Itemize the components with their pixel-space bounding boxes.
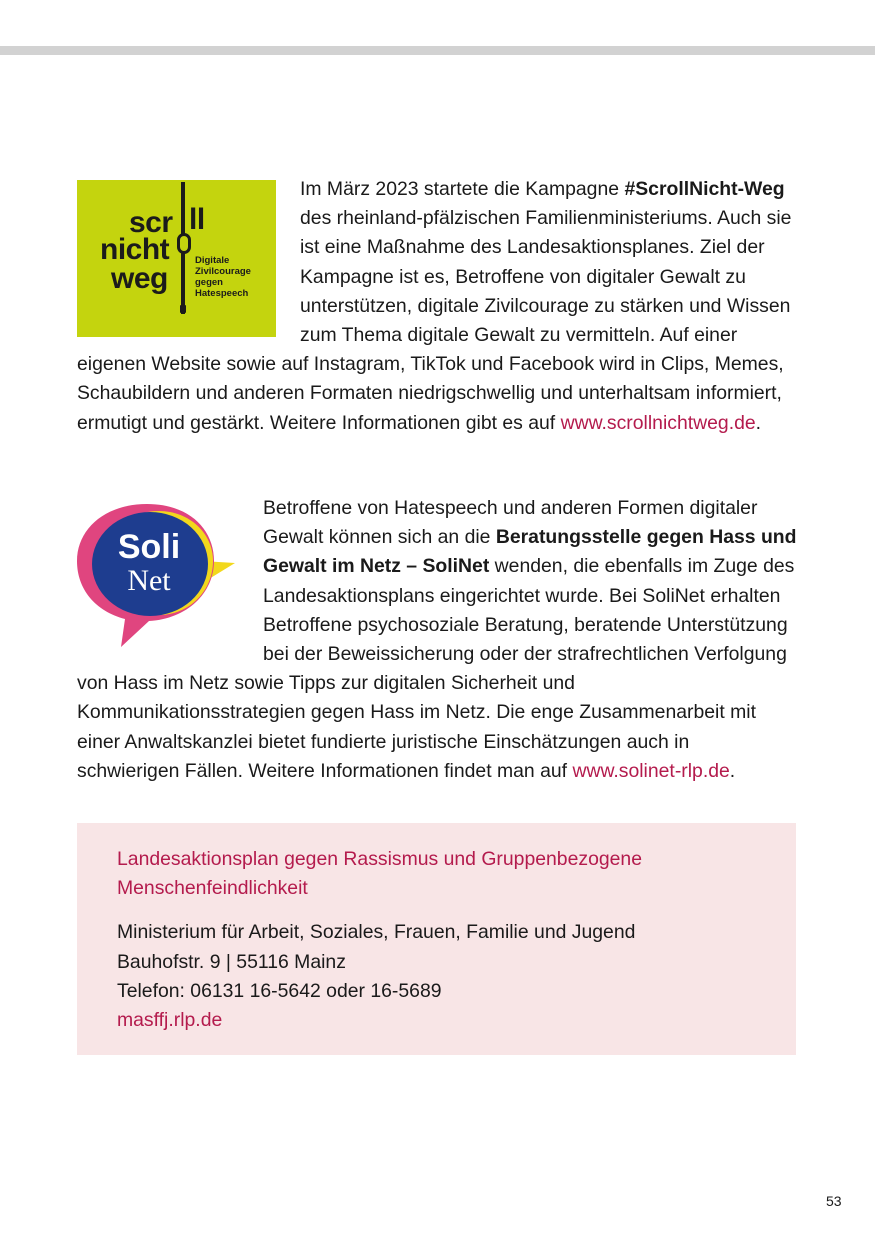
scrollnichtweg-logo	[77, 180, 276, 337]
ministry-name: Ministerium für Arbeit, Soziales, Frauen, Familie und Jugend	[117, 921, 636, 944]
logo-word-ll: ll	[189, 203, 205, 236]
solinet-logo-soli: Soli	[117, 528, 181, 566]
solinet-section	[77, 494, 797, 786]
logo-tagline: Digitale Zivilcourage gegen Hatespeech	[195, 255, 251, 299]
contact-info-box	[77, 823, 796, 1055]
solinet-link[interactable]: www.solinet-rlp.de	[572, 759, 730, 782]
logo-scroll-dot	[180, 305, 186, 313]
ministry-website-link[interactable]: masffj.rlp.de	[117, 1009, 223, 1032]
campaign-name: #ScrollNicht-Weg	[624, 178, 785, 200]
solinet-name: Beratungsstelle gegen Hass und Gewalt im Netz – SoliNet	[263, 526, 797, 578]
ministry-phone: Telefon: 06131 16-5642 oder 16-5689	[117, 979, 442, 1002]
solinet-logo-net: Net	[127, 564, 171, 597]
info-box-title: Landesaktionsplan gegen Rassismus und Gruppenbezogene Menschenfeindlichkeit	[117, 848, 642, 900]
scrollnichtweg-paragraph: Im März 2023 startete die Kampagne #ScrollNicht-Weg des rheinland-pfälzischen Familienministeriums. Auch sie ist eine Maßnahme des Landesaktionsplanes. Ziel der Kampagne ist es, Betroffene von digitaler Gewalt zu unterstützen, digitale Zivilcourage zu stärken und Wissen zum Thema digitale Gewalt zu vermitteln. Auf einer eigenen Website sowie auf Instagram, TikTok und Facebook wird in Clips, Memes, Schaubildern und anderen Formaten niedrigschwellig und unterhaltsam informiert, ermutigt und gestärkt. Weitere Informationen gibt es auf www.scrollnichtweg.de.	[77, 178, 792, 434]
logo-scroll-ring	[177, 233, 191, 254]
scrollnichtweg-section	[77, 175, 797, 438]
ministry-address: Bauhofstr. 9 | 55116 Mainz	[117, 950, 346, 973]
logo-word-scr: scr	[129, 206, 173, 239]
scrollnichtweg-link[interactable]: www.scrollnichtweg.de	[560, 411, 756, 434]
page-number: 53	[826, 1193, 842, 1209]
solinet-paragraph: Betroffene von Hatespeech und anderen Formen digitaler Gewalt können sich an die Beratungsstelle gegen Hass und Gewalt im Netz – SoliNet wenden, die ebenfalls im Zuge des Landesaktionsplans eingerichtet wurde. Bei SoliNet erhalten Betroffene psychosoziale Beratung, beratende Unterstützung bei der Beweissicherung oder der strafrechtlichen Verfolgung von Hass im Netz sowie Tipps zur digitalen Sicherheit und Kommunikationsstrategien gegen Hass im Netz. Die enge Zusammenarbeit mit einer Anwaltskanzlei bietet fundierte juristische Einschätzungen auch in schwierigen Fällen. Weitere Informationen findet man auf www.solinet-rlp.de.	[77, 497, 797, 782]
solinet-logo	[77, 499, 239, 649]
header-rule	[0, 46, 875, 55]
logo-word-weg: weg	[111, 262, 168, 295]
logo-word-nicht: nicht	[100, 233, 170, 266]
